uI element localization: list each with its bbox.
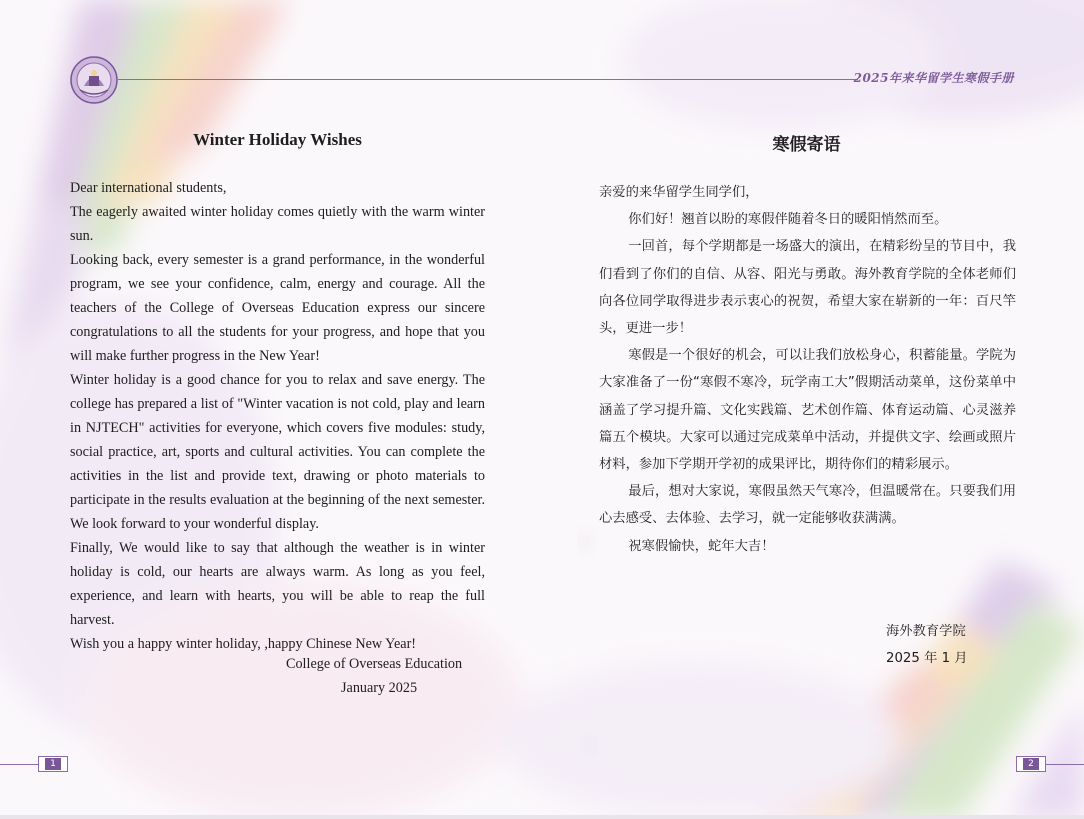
handbook-title: 2025年来华留学生寒假手册 <box>853 71 1014 85</box>
chinese-paragraph: 祝寒假愉快，蛇年大吉！ <box>628 538 775 554</box>
chinese-date: 2025 年 1 月 <box>886 651 968 666</box>
chinese-signature: 海外教育学院 <box>886 624 966 639</box>
right-footer-rule <box>1044 764 1084 765</box>
page-number-left <box>38 756 68 772</box>
chinese-greeting: 亲爱的来华留学生同学们， <box>599 185 759 200</box>
english-paragraph: Winter holiday is a good chance for you to relax and save energy. The college has prepared a list of "Winter vacation is not cold, play and learn in NJTECH" activities for everyone, which covers five modules: study, social practice, art, sports and cultural activities. You can complete the activities in the list and provide text, drawing or photo materials to participate in the results evaluation at the beginning of the next semester. We look forward to your wonderful display. <box>70 372 485 532</box>
chinese-paragraph: 你们好！翘首以盼的寒假伴随着冬日的暖阳悄然而至。 <box>628 212 948 228</box>
english-paragraph: Wish you a happy winter holiday, ,happy Chinese New Year! <box>70 636 417 652</box>
english-signature: College of Overseas Education <box>286 656 463 672</box>
english-date: January 2025 <box>341 680 418 696</box>
college-emblem-logo <box>70 56 118 104</box>
chinese-paragraph: 一回首，每个学期都是一场盛大的演出，在精彩纷呈的节目中，我们看到了你们的自信、从容、阳光与勇敢。海外教育学院的全体老师们向各位同学取得进步表示衷心的祝贺，希望大家在崭新的一年：百尺竿头，更进一步！ <box>599 239 1016 337</box>
english-paragraph: The eagerly awaited winter holiday comes quietly with the warm winter sun. <box>70 204 485 244</box>
chinese-title: 寒假寄语 <box>772 135 841 155</box>
chinese-paragraph: 最后，想对大家说，寒假虽然天气寒冷，但温暖常在。只要我们用心去感受、去体验、去学习，就一定能够收获满满。 <box>599 484 1016 527</box>
english-paragraph: Finally, We would like to say that although the weather is in winter holiday is cold, our hearts are always warm. As long as you feel, experience, and learn with hearts, you will be able to reap the full harvest. <box>70 540 485 628</box>
english-paragraph: Looking back, every semester is a grand performance, in the wonderful program, we see your confidence, calm, energy and courage. All the teachers of the College of Overseas Education express our sincere congratulations to all the students for your progress, and hope that you will make further progress in the New Year! <box>70 252 485 364</box>
left-footer-rule <box>0 764 40 765</box>
page-bottom-edge <box>0 815 1084 819</box>
header-rule <box>118 79 858 80</box>
page-number-left-label: 1 <box>45 758 61 770</box>
page-number-right-label: 2 <box>1023 758 1039 770</box>
english-title: Winter Holiday Wishes <box>193 130 362 149</box>
chinese-paragraph: 寒假是一个很好的机会，可以让我们放松身心，积蓄能量。学院为大家准备了一份“寒假不寒冷，玩学南工大”假期活动菜单，这份菜单中涵盖了学习提升篇、文化实践篇、艺术创作篇、体育运动篇、心灵滋养篇五个模块。大家可以通过完成菜单中活动，并提供文字、绘画或照片材料，参加下学期开学初的成果评比，期待你们的精彩展示。 <box>599 348 1016 473</box>
english-letter-body <box>70 176 485 656</box>
chinese-letter-body <box>599 179 1016 560</box>
page-number-right <box>1016 756 1046 772</box>
english-paragraph: Dear international students, <box>70 180 227 196</box>
